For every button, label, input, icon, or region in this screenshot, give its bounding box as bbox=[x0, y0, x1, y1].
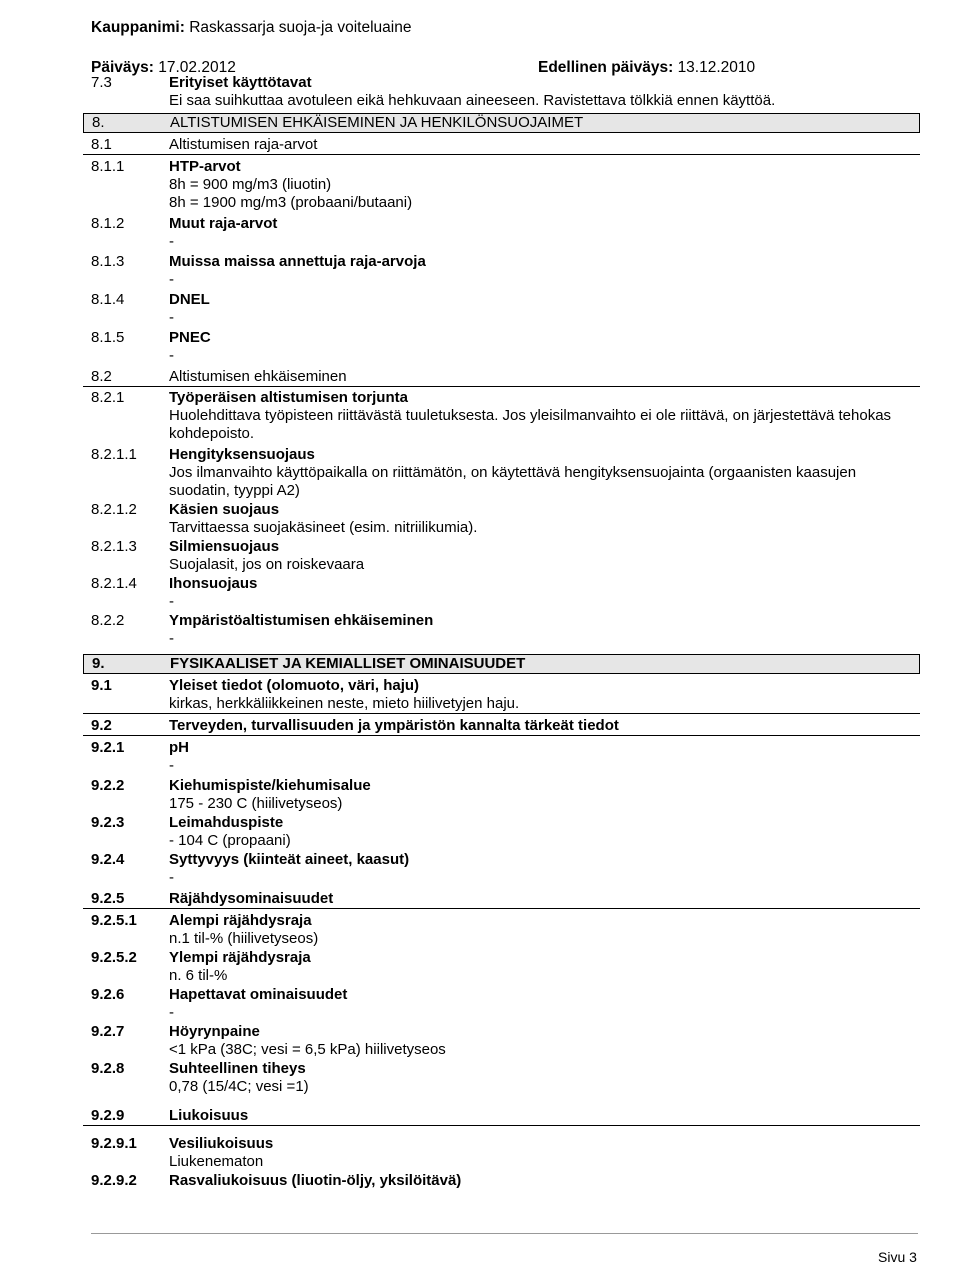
section-9-1-text-row bbox=[83, 695, 920, 714]
section-number: 9.2.5.1 bbox=[91, 912, 137, 929]
section-text: - bbox=[169, 1004, 174, 1021]
section-title: Liukoisuus bbox=[169, 1107, 249, 1124]
section-text: - bbox=[169, 757, 174, 774]
section-8-2-1-2 bbox=[91, 501, 918, 537]
section-text: - bbox=[169, 630, 174, 647]
section-8-2-1 bbox=[91, 389, 918, 443]
section-7-3 bbox=[91, 74, 918, 110]
section-text: Liukenematon bbox=[169, 1153, 264, 1170]
section-text: - 104 C (propaani) bbox=[169, 832, 291, 849]
header-product-row bbox=[91, 19, 871, 39]
section-title: Leimahduspiste bbox=[169, 814, 284, 831]
section-title: Räjähdysominaisuudet bbox=[169, 890, 334, 907]
section-title: Silmiensuojaus bbox=[169, 538, 280, 555]
section-number: 8.2.1.2 bbox=[91, 501, 137, 518]
section-number: 9.2.4 bbox=[91, 851, 125, 868]
section-number: 8.2.1.3 bbox=[91, 538, 137, 555]
section-number: 9.2.5 bbox=[91, 890, 125, 907]
section-text: - bbox=[169, 347, 174, 364]
section-title: HTP-arvot bbox=[169, 158, 241, 175]
section-text: Suojalasit, jos on roiskevaara bbox=[169, 556, 365, 573]
section-text: n.1 til-% (hiilivetyseos) bbox=[169, 930, 319, 947]
section-number: 8.2.1.1 bbox=[91, 446, 137, 463]
previous-date-value: 13.12.2010 bbox=[677, 59, 756, 76]
section-text: n. 6 til-% bbox=[169, 967, 228, 984]
section-title: ALTISTUMISEN EHKÄISEMINEN JA HENKILÖNSUOJAIMET bbox=[170, 114, 584, 131]
section-title: Hapettavat ominaisuudet bbox=[169, 986, 348, 1003]
section-number: 8.1.3 bbox=[91, 253, 125, 270]
section-number: 9.2.6 bbox=[91, 986, 125, 1003]
section-number: 9.2.9.1 bbox=[91, 1135, 137, 1152]
section-number: 9.2.3 bbox=[91, 814, 125, 831]
section-8-2-1-1 bbox=[91, 446, 918, 500]
section-9-2-4 bbox=[91, 851, 918, 887]
section-number: 8.2.1 bbox=[91, 389, 125, 406]
section-text: kirkas, herkkäliikkeinen neste, mieto hiilivetyjen haju. bbox=[169, 695, 520, 712]
section-number: 8.2.1.4 bbox=[91, 575, 137, 592]
section-number: 8.1.5 bbox=[91, 329, 125, 346]
footer-divider bbox=[91, 1233, 918, 1234]
section-9-2-7 bbox=[91, 1023, 918, 1059]
section-text: Tarvittaessa suojakäsineet (esim. nitriilikumia). bbox=[169, 519, 478, 536]
document-header bbox=[91, 19, 871, 79]
section-title: Altistumisen raja-arvot bbox=[169, 136, 318, 153]
section-title: Muut raja-arvot bbox=[169, 215, 278, 232]
section-number: 8.1 bbox=[91, 136, 112, 153]
section-number: 9.2.5.2 bbox=[91, 949, 137, 966]
section-title: Erityiset käyttötavat bbox=[169, 74, 312, 91]
section-text: - bbox=[169, 593, 174, 610]
section-text: Ei saa suihkuttaa avotuleen eikä hehkuvaan aineeseen. Ravistettava tölkkiä ennen käyttöä. bbox=[169, 92, 776, 109]
product-name: Raskassarja suoja-ja voiteluaine bbox=[189, 19, 412, 36]
section-text: - bbox=[169, 309, 174, 326]
section-number: 9.2.7 bbox=[91, 1023, 125, 1040]
product-label: Kauppanimi: bbox=[91, 19, 185, 36]
section-8-2-1-4 bbox=[91, 575, 918, 611]
section-text: - bbox=[169, 233, 174, 250]
section-9-2-9 bbox=[83, 1107, 920, 1126]
section-title: Yleiset tiedot (olomuoto, väri, haju) bbox=[169, 677, 420, 694]
section-number: 7.3 bbox=[91, 74, 112, 91]
section-number: 9. bbox=[92, 655, 105, 672]
section-title: Suhteellinen tiheys bbox=[169, 1060, 306, 1077]
document-body bbox=[91, 72, 918, 1190]
section-9-2-1 bbox=[91, 739, 918, 775]
date-value: 17.02.2012 bbox=[158, 59, 236, 76]
section-number: 8.2.2 bbox=[91, 612, 125, 629]
section-title: Käsien suojaus bbox=[169, 501, 280, 518]
section-number: 9.1 bbox=[91, 677, 112, 694]
section-number: 8. bbox=[92, 114, 105, 131]
section-9-2-5-2 bbox=[91, 949, 918, 985]
section-title: FYSIKAALISET JA KEMIALLISET OMINAISUUDET bbox=[170, 655, 526, 672]
section-title: DNEL bbox=[169, 291, 210, 308]
section-8-1-1 bbox=[91, 158, 918, 212]
section-8-heading bbox=[83, 113, 920, 133]
section-9-heading bbox=[83, 654, 920, 674]
section-9-2-5-1 bbox=[91, 912, 918, 948]
section-title: Ympäristöaltistumisen ehkäiseminen bbox=[169, 612, 434, 629]
section-text: Jos ilmanvaihto käyttöpaikalla on riittämätön, on käytettävä hengityksensuojainta (orgaanisten kaasujen suodatin, tyyppi A2) bbox=[169, 464, 857, 499]
section-text: 8h = 1900 mg/m3 (probaani/butaani) bbox=[169, 194, 413, 211]
section-title: pH bbox=[169, 739, 189, 756]
section-text: 175 - 230 C (hiilivetyseos) bbox=[169, 795, 343, 812]
section-title: Ihonsuojaus bbox=[169, 575, 258, 592]
section-title: Terveyden, turvallisuuden ja ympäristön kannalta tärkeät tiedot bbox=[169, 717, 619, 734]
section-number: 8.1.4 bbox=[91, 291, 125, 308]
date-label: Päiväys: bbox=[91, 59, 154, 76]
section-9-2-8 bbox=[91, 1060, 918, 1096]
section-title: Rasvaliukoisuus (liuotin-öljy, yksilöitävä) bbox=[169, 1172, 462, 1189]
section-9-2-5 bbox=[83, 890, 920, 909]
section-8-1-5 bbox=[91, 329, 918, 365]
section-9-2-3 bbox=[91, 814, 918, 850]
section-8-2-2 bbox=[91, 612, 918, 648]
section-title: PNEC bbox=[169, 329, 211, 346]
section-text: - bbox=[169, 869, 174, 886]
section-number: 8.1.1 bbox=[91, 158, 125, 175]
section-number: 8.1.2 bbox=[91, 215, 125, 232]
section-9-1 bbox=[91, 677, 918, 695]
section-title: Altistumisen ehkäiseminen bbox=[169, 368, 347, 385]
section-number: 8.2 bbox=[91, 368, 112, 385]
section-title: Hengityksensuojaus bbox=[169, 446, 315, 463]
section-title: Muissa maissa annettuja raja-arvoja bbox=[169, 253, 426, 270]
section-8-1 bbox=[83, 136, 920, 155]
section-text: 0,78 (15/4C; vesi =1) bbox=[169, 1078, 309, 1095]
section-9-2-6 bbox=[91, 986, 918, 1022]
section-number: 9.2 bbox=[91, 717, 112, 734]
section-title: Työperäisen altistumisen torjunta bbox=[169, 389, 408, 406]
section-text: - bbox=[169, 271, 174, 288]
section-number: 9.2.9 bbox=[91, 1107, 125, 1124]
section-title: Ylempi räjähdysraja bbox=[169, 949, 311, 966]
section-title: Kiehumispiste/kiehumisalue bbox=[169, 777, 371, 794]
section-9-2-9-2 bbox=[91, 1172, 918, 1190]
section-number: 9.2.9.2 bbox=[91, 1172, 137, 1189]
page-number: Sivu 3 bbox=[878, 1249, 917, 1265]
section-number: 9.2.2 bbox=[91, 777, 125, 794]
section-number: 9.2.1 bbox=[91, 739, 125, 756]
section-text: 8h = 900 mg/m3 (liuotin) bbox=[169, 176, 332, 193]
section-8-1-4 bbox=[91, 291, 918, 327]
section-text: Huolehdittava työpisteen riittävästä tuuletuksesta. Jos yleisilmanvaihto ei ole riittävä, on järjestettävä tehokas kohdepoisto. bbox=[169, 407, 892, 442]
section-8-1-3 bbox=[91, 253, 918, 289]
section-title: Vesiliukoisuus bbox=[169, 1135, 274, 1152]
section-title: Höyrynpaine bbox=[169, 1023, 260, 1040]
section-title: Alempi räjähdysraja bbox=[169, 912, 312, 929]
previous-date-label: Edellinen päiväys: bbox=[538, 59, 674, 76]
section-number: 9.2.8 bbox=[91, 1060, 125, 1077]
section-text: <1 kPa (38C; vesi = 6,5 kPa) hiilivetyseos bbox=[169, 1041, 446, 1058]
section-8-1-2 bbox=[91, 215, 918, 251]
section-9-2 bbox=[83, 717, 920, 736]
section-8-2-1-3 bbox=[91, 538, 918, 574]
section-title: Syttyvyys (kiinteät aineet, kaasut) bbox=[169, 851, 410, 868]
section-9-2-2 bbox=[91, 777, 918, 813]
section-9-2-9-1 bbox=[91, 1135, 918, 1171]
section-8-2 bbox=[83, 368, 920, 387]
